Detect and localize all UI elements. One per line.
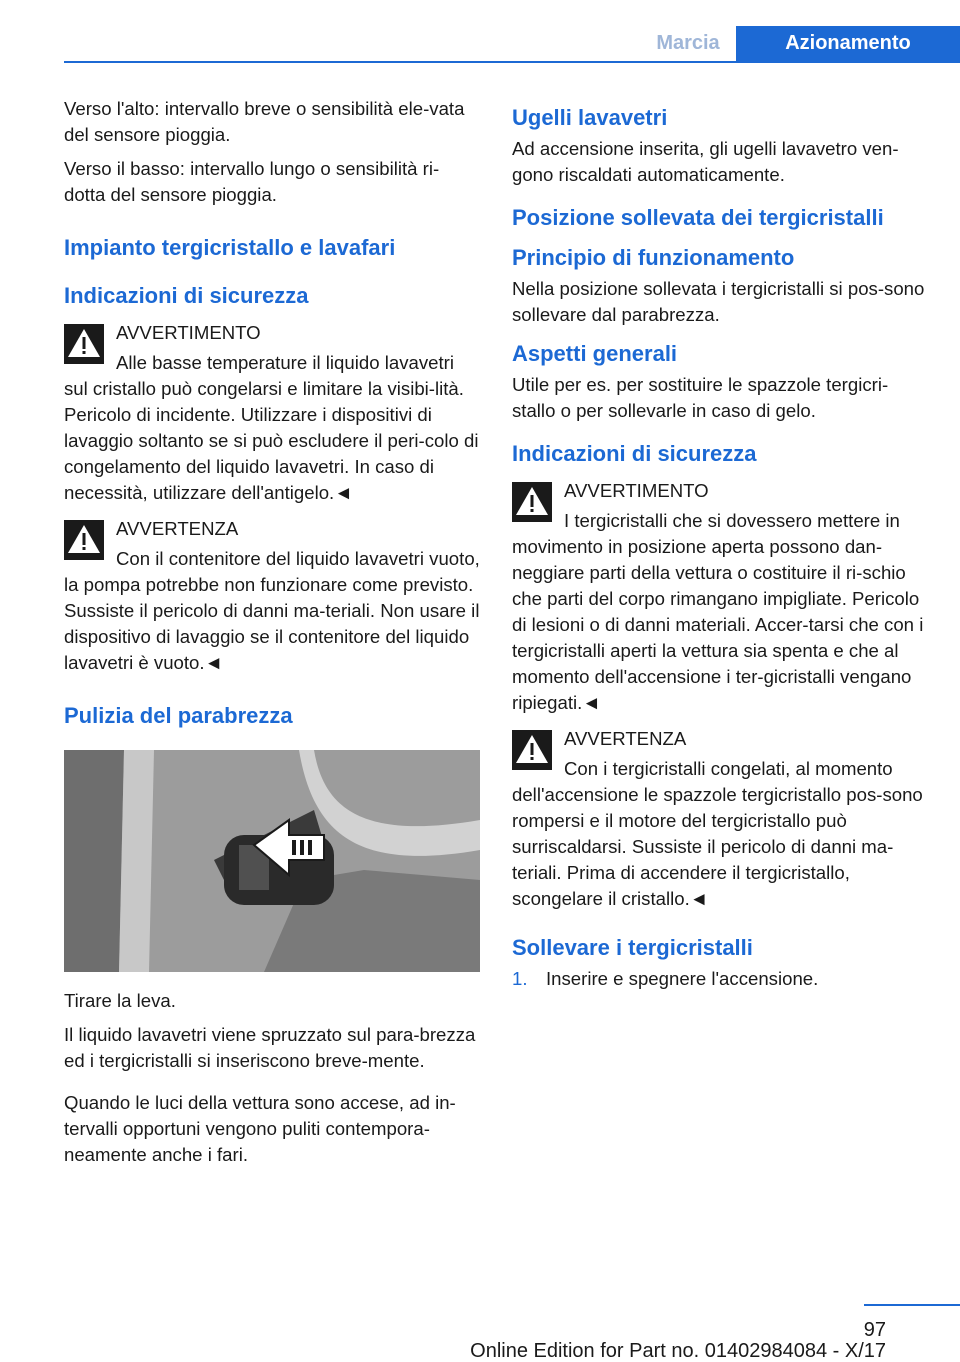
warning-block [64, 320, 480, 506]
paragraph-ugelli: Ad accensione inserita, gli ugelli lavavetro ven-gono riscaldati automaticamente. [512, 138, 899, 185]
warning-triangle-icon [512, 730, 552, 770]
warning-triangle-icon [64, 324, 104, 364]
footer-rule [864, 1304, 960, 1306]
heading-sicurezza-right: Indicazioni di sicurezza [512, 441, 757, 466]
list-item [512, 966, 926, 992]
notice-body: Con il contenitore del liquido lavavetri vuoto, la pompa potrebbe non funzionare come previsto. Sussiste il pericolo di danni ma-teriali. Non usare il dispositivo di lavaggio se il contenitore del liquido lavavetri è vuoto.◄ [64, 548, 480, 673]
heading-impianto: Impianto tergicristallo e lavafari [64, 235, 396, 260]
steps-list [512, 966, 926, 992]
heading-aspetti: Aspetti generali [512, 341, 678, 366]
heading-ugelli: Ugelli lavavetri [512, 105, 668, 130]
warning-triangle-icon [64, 520, 104, 560]
warning-title-right: AVVERTIMENTO [564, 480, 709, 501]
heading-sicurezza: Indicazioni di sicurezza [64, 283, 309, 308]
left-column [64, 96, 480, 1176]
paragraph-down: Verso il basso: intervallo lungo o sensibilità ri-dotta del sensore pioggia. [64, 158, 440, 205]
paragraph-quando: Quando le luci della vettura sono accese, ad in-tervalli opportuni vengono puliti contempora-neamente anche i fari. [64, 1092, 456, 1165]
warning-title: AVVERTIMENTO [116, 322, 261, 343]
warning-body: Alle basse temperature il liquido lavavetri sul cristallo può congelarsi e limitare la visibi-lità. Pericolo di incidente. Utilizzare i dispositivi di lavaggio soltanto se si può escludere il peri-colo di congelamento del liquido lavavetri. In caso di necessità, utilizzare dell'antigelo.◄ [64, 352, 479, 503]
page-header [0, 0, 960, 62]
header-rule [64, 61, 960, 63]
paragraph-aspetti: Utile per es. per sostituire le spazzole tergicri-stallo o per sollevarle in caso di gelo. [512, 374, 889, 421]
notice-title-right: AVVERTENZA [564, 728, 687, 749]
paragraph-principio: Nella posizione sollevata i tergicristalli si pos-sono sollevare dal parabrezza. [512, 278, 925, 325]
warning-triangle-icon [512, 482, 552, 522]
page-number: 97 [863, 1319, 886, 1341]
warning-body-right: I tergicristalli che si dovessero mettere in movimento in posizione aperta possono dan-neggiare parti della vettura o costituire il ri-schio che parti del corpo rimangano impigliate. Pericolo di lesioni o di danni materiali. Accer-tarsi che con i tergicristalli aperti la vettura sia spenta e che al momento dell'accensione i ter-gicristalli vengano ripiegati.◄ [512, 510, 924, 713]
warning-block-right [512, 478, 926, 716]
heading-sollevare: Sollevare i tergicristalli [512, 935, 753, 960]
tab-marcia[interactable]: Marcia [656, 32, 720, 54]
footer-edition: Online Edition for Part no. 01402984084 - X/17 [470, 1340, 886, 1362]
paragraph-liquido: Il liquido lavavetri viene spruzzato sul para-brezza ed i tergicristalli si inseriscono breve-mente. [64, 1024, 476, 1071]
tab-azionamento[interactable]: Azionamento [736, 26, 960, 62]
heading-posizione: Posizione sollevata dei tergicristalli [512, 205, 884, 230]
step-number: 1. [512, 968, 528, 989]
heading-pulizia: Pulizia del parabrezza [64, 703, 293, 728]
notice-block-right [512, 726, 926, 912]
paragraph-tirare: Tirare la leva. [64, 990, 176, 1011]
notice-body-right: Con i tergicristalli congelati, al momento dell'accensione le spazzole tergicristallo pos-sono rompersi e il motore del tergicristallo può surriscaldarsi. Sussiste il pericolo di danni ma-teriali. Prima di accendere il tergicristallo, scongelare il cristallo.◄ [512, 758, 923, 909]
wiper-lever-photo [64, 750, 480, 972]
right-column [512, 96, 926, 992]
step-text: Inserire e spegnere l'accensione. [546, 968, 819, 989]
heading-principio: Principio di funzionamento [512, 245, 795, 270]
notice-block [64, 516, 480, 676]
paragraph-up: Verso l'alto: intervallo breve o sensibilità ele-vata del sensore pioggia. [64, 98, 465, 145]
notice-title: AVVERTENZA [116, 518, 239, 539]
